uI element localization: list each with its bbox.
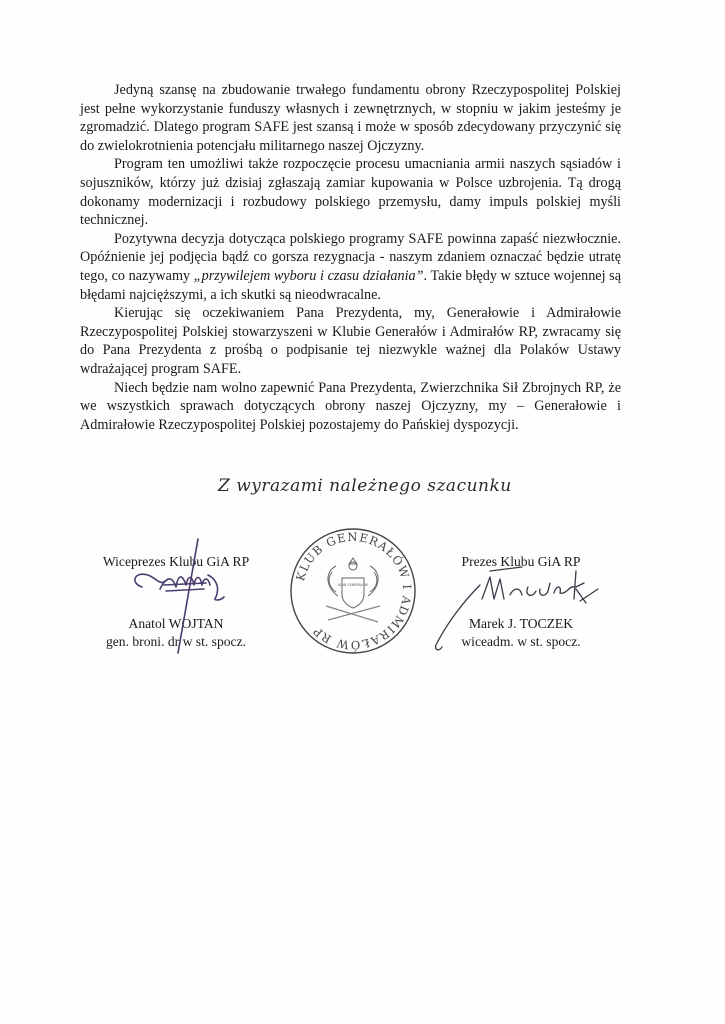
signatory-right-rank: wiceadm. w st. spocz.: [461, 634, 581, 649]
paragraph-3: [80, 230, 621, 304]
paragraph-3-after: . Takie błędy w sztuce wojennej są błędami najcięższymi, a ich skutki są nieodwracalne.: [80, 267, 621, 303]
signatory-right-name: Marek J. TOCZEK: [468, 616, 574, 631]
paragraph-5: Niech będzie nam wolno zapewnić Pana Prezydenta, Zwierzchnika Sił Zbrojnych RP, że we wszystkich sprawach dotyczących obrony naszej Ojczyzny, my – Generałowie i Admirałowie Rzeczypospolitej Polskiej pozostajemy do Pańskiej dyspozycji.: [80, 379, 621, 433]
stamp-ring-text: KLUB GENERAŁÓW I ADMIRAŁÓW RP: [293, 529, 415, 653]
paragraph-1: Jedyną szansę na zbudowanie trwałego fundamentu obrony Rzeczypospolitej Polskiej jest pełne wykorzystanie funduszy własnych i zewnętrznych, w stopniu w jakim jesteśmy je zgromadzić. Dlatego program SAFE jest szansą i może w sposób zdecydowany przyczynić się do zwielokrotnienia potencjału militarnego naszej Ojczyzny.: [80, 82, 621, 154]
handwritten-closing: Z wyrazami należnego szacunku: [218, 476, 512, 496]
stamp-center-text: KLUB GENERAŁÓW: [338, 583, 368, 587]
paragraph-3-before: Pozytywna decyzja dotycząca polskiego programy SAFE powinna zapaść niezwłocznie. Opóźnienie jej podjęcia bądź co gorsza rezygnacja - naszym zdaniem oznaczać będzie utratę tego, co nazywamy: [80, 230, 621, 284]
paragraph-2: Program ten umożliwi także rozpoczęcie procesu umacniania armii naszych sąsiadów i sojuszników, którzy już dzisiaj zgłaszają zamiar kupowania w Polsce uzbrojenia. Tą drogą dokonamy modernizacji i rozbudowy polskiego przemysłu, damy impuls polskiej myśli technicznej.: [80, 156, 621, 229]
club-stamp-icon: [288, 526, 418, 656]
paragraph-3-emphasis: „przywilejem wyboru i czasu działania”: [193, 267, 424, 284]
signatory-right: [436, 553, 606, 651]
signatory-right-role: Prezes Klubu GiA RP: [461, 554, 581, 569]
signatory-left: [86, 553, 266, 651]
letter-body: [80, 81, 621, 434]
signatory-left-rank: gen. broni. dr w st. spocz.: [105, 634, 247, 649]
signatory-left-role: Wiceprezes Klubu GiA RP: [102, 554, 250, 569]
signatory-left-name: Anatol WOJTAN: [128, 616, 224, 631]
svg-text:KLUB GENERAŁÓW I ADMIRAŁÓW RP: [293, 530, 414, 652]
paragraph-4: Kierując się oczekiwaniem Pana Prezydenta, my, Generałowie i Admirałowie Rzeczypospolitej Polskiej stowarzyszeni w Klubie Generałów i Admirałów RP, zwracamy się do Pana Prezydenta z prośbą o podpisanie tej niezwykle ważnej dla Polaków Ustawy wdrażającej program SAFE.: [80, 305, 621, 377]
